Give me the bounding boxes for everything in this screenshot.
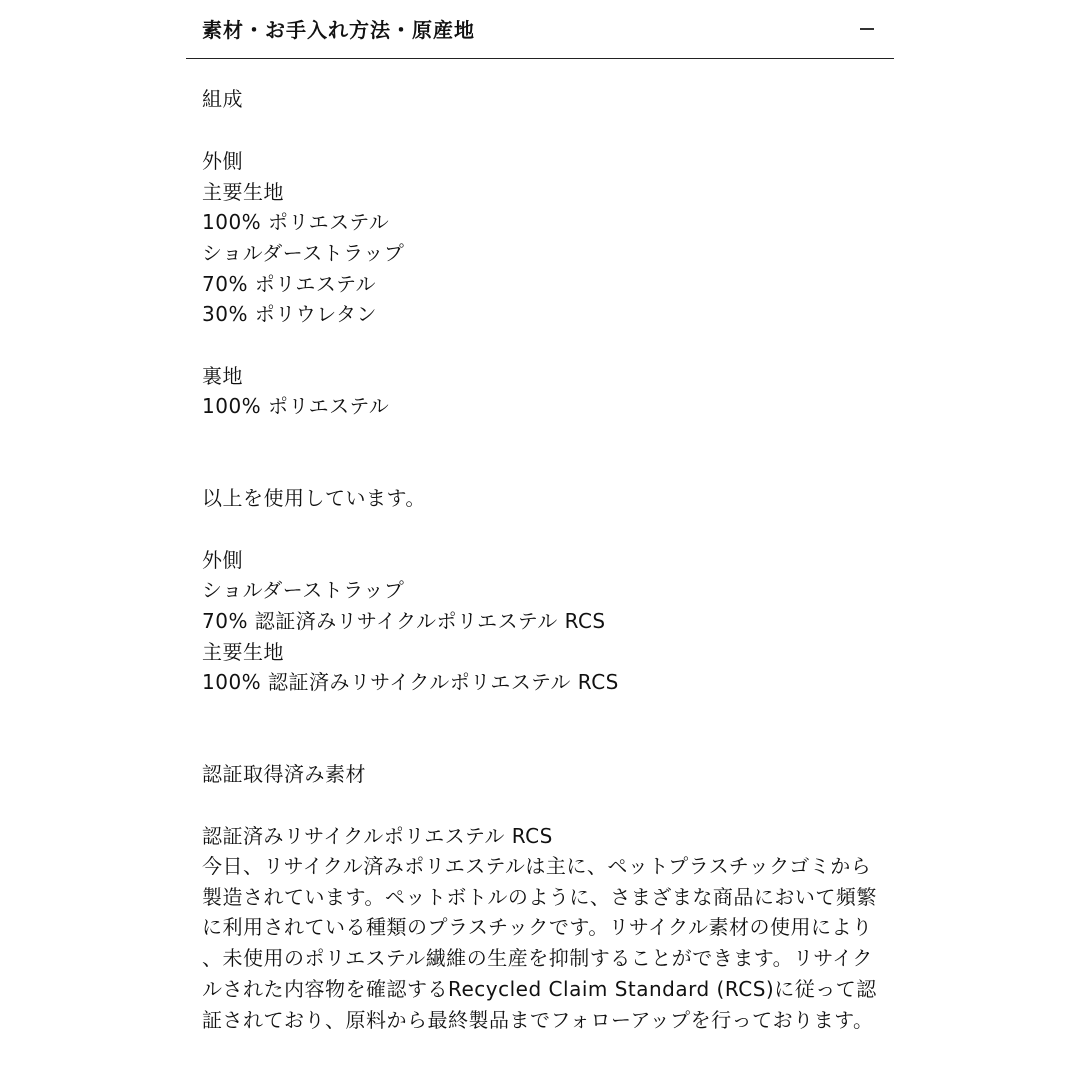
- usage-strap-value: 70% 認証済みリサイクルポリエステル RCS: [202, 609, 606, 633]
- composition-lining-value: 100% ポリエステル: [202, 394, 390, 418]
- composition-lining-label: 裏地: [202, 364, 243, 388]
- usage-heading: 以上を使用しています。: [202, 486, 426, 510]
- composition-main-fabric-label: 主要生地: [202, 180, 284, 204]
- composition-outer-label: 外側: [202, 149, 243, 173]
- composition-heading: 組成: [202, 87, 243, 111]
- usage-main-fabric-value: 100% 認証済みリサイクルポリエステル RCS: [202, 670, 619, 694]
- composition-strap-label: ショルダーストラップ: [202, 241, 405, 265]
- certified-material-name: 認証済みリサイクルポリエステル RCS: [202, 824, 553, 848]
- certified-heading: 認証取得済み素材: [202, 762, 366, 786]
- composition-strap-value-1: 70% ポリエステル: [202, 272, 377, 296]
- minus-icon[interactable]: [860, 28, 874, 30]
- accordion-header[interactable]: [186, 0, 894, 59]
- accordion-title: 素材・お手入れ方法・原産地: [202, 18, 475, 42]
- certified-description: 今日、リサイクル済みポリエステルは主に、ペットプラスチックゴミから製造されています。ペットボトルのように、さまざまな商品において頻繁に利用されている種類のプラスチックです。リサイクル素材の使用により、未使用のポリエステル繊維の生産を抑制することができます。リサイクルされた内容物を確認するRecycled Claim Standard (RCS)に従って認証されており、原料から最終製品までフォローアップを行っております。: [202, 854, 877, 1032]
- material-care-panel: [186, 0, 894, 1032]
- usage-main-fabric-label: 主要生地: [202, 640, 284, 664]
- usage-outer-label: 外側: [202, 548, 243, 572]
- composition-strap-value-2: 30% ポリウレタン: [202, 302, 378, 326]
- composition-main-fabric-value: 100% ポリエステル: [202, 210, 390, 234]
- usage-strap-label: ショルダーストラップ: [202, 578, 405, 602]
